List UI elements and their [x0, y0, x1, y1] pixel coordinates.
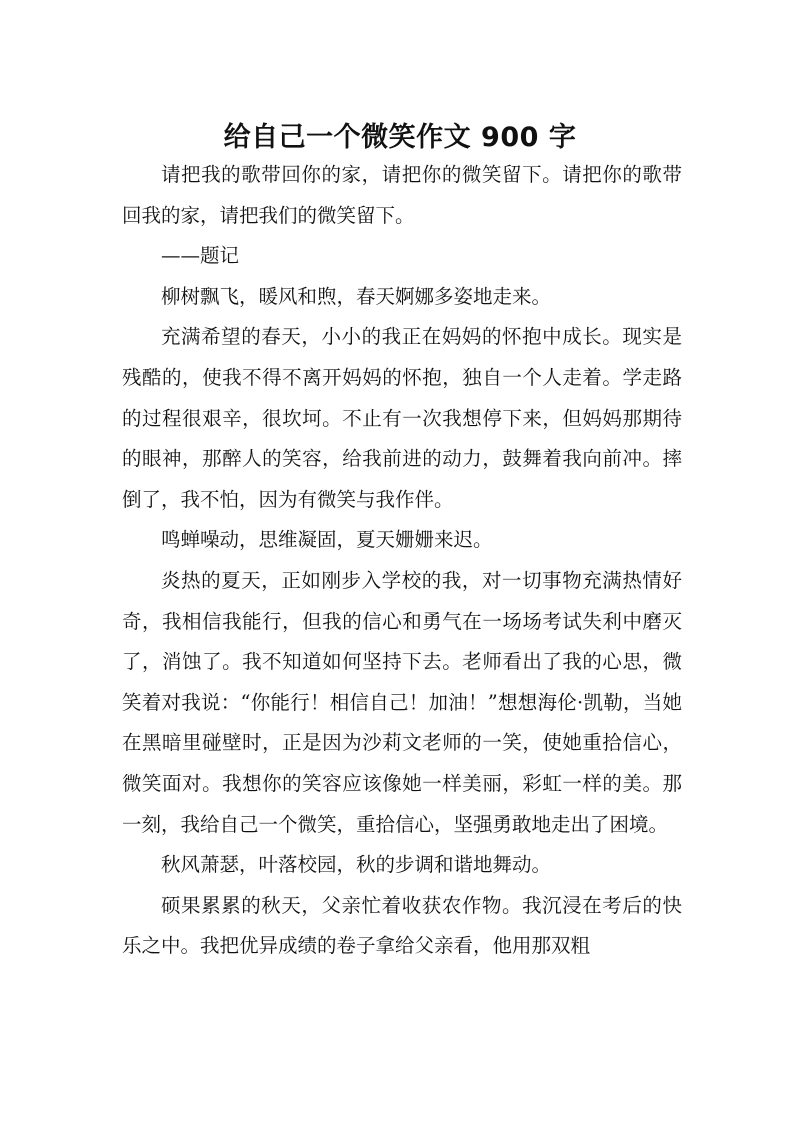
document-title: 给自己一个微笑作文 900 字 — [223, 122, 577, 154]
spring-story-paragraph: 充满希望的春天，小小的我正在妈妈的怀抱中成长。现实是残酷的，使我不得不离开妈妈的怀抱，独自一个人走着。学走路的过程很艰辛，很坎坷。不止有一次我想停下来，但妈妈那期待的眼神，那醉人的笑容，给我前进的动力，鼓舞着我向前冲。摔倒了，我不怕，因为有微笑与我作伴。 — [122, 325, 682, 511]
document-body — [122, 155, 682, 967]
epigraph-attribution: ——题记 — [161, 244, 240, 268]
epigraph-paragraph: 请把我的歌带回你的家，请把你的微笑留下。请把你的歌带回我的家，请把我们的微笑留下。 — [122, 163, 682, 227]
autumn-intro-paragraph: 秋风萧瑟，叶落校园，秋的步调和谐地舞动。 — [161, 853, 552, 877]
summer-intro-paragraph: 鸣蝉噪动，思维凝固，夏天姗姗来迟。 — [161, 528, 493, 552]
spring-intro-paragraph: 柳树飘飞，暖风和煦，春天婀娜多姿地走来。 — [161, 284, 552, 308]
summer-story-paragraph: 炎热的夏天，正如刚步入学校的我，对一切事物充满热情好奇，我相信我能行，但我的信心和勇气在一场场考试失利中磨灭了，消蚀了。我不知道如何坚持下去。老师看出了我的心思，微笑着对我说：“你能行！相信自己！加油！”想想海伦·凯勒，当她在黑暗里碰壁时，正是因为沙莉文老师的一笑，使她重拾信心，微笑面对。我想你的笑容应该像她一样美丽，彩虹一样的美。那一刻，我给自己一个微笑，重拾信心，坚强勇敢地走出了困境。 — [122, 568, 682, 836]
autumn-story-paragraph: 硕果累累的秋天，父亲忙着收获农作物。我沉浸在考后的快乐之中。我把优异成绩的卷子拿给父亲看，他用那双粗 — [122, 893, 682, 958]
